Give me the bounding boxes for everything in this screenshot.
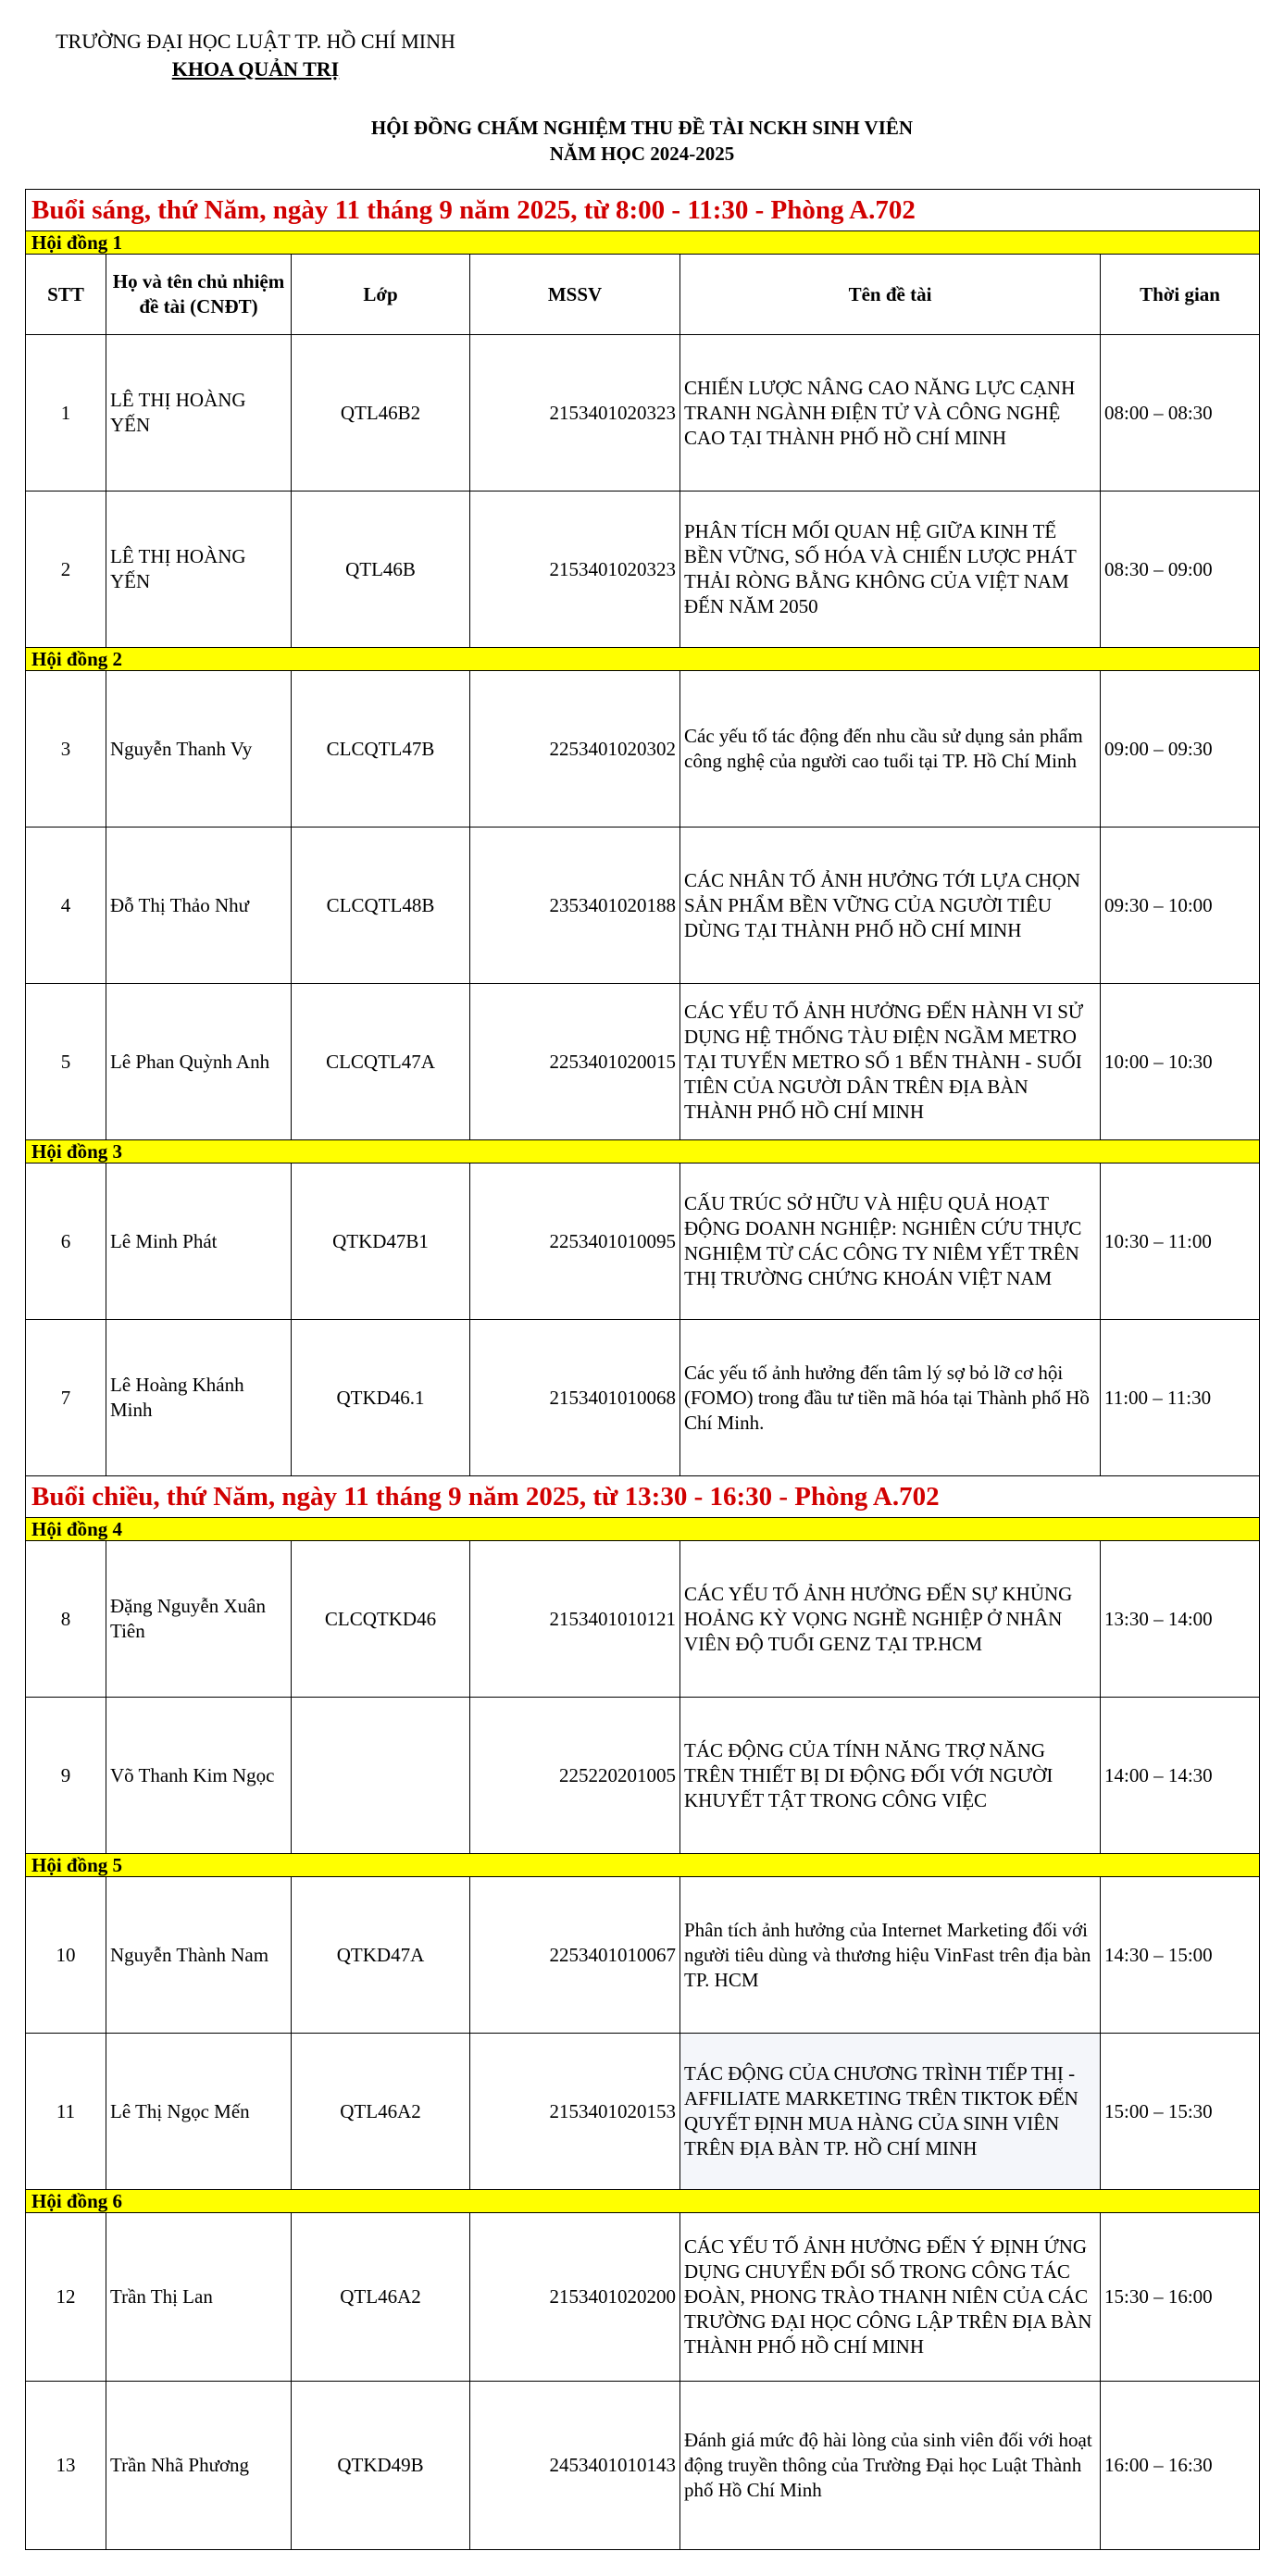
cell-class: QTKD47B1 [292,1164,470,1320]
cell-stt: 11 [26,2034,106,2190]
cell-mssv: 2253401020015 [470,984,680,1140]
council-6-label: Hội đồng 6 [26,2190,1260,2213]
academic-year: NĂM HỌC 2024-2025 [549,143,735,165]
cell-name: Lê Hoàng Khánh Minh [106,1320,292,1476]
cell-mssv: 2253401010095 [470,1164,680,1320]
cell-name: Nguyễn Thành Nam [106,1877,292,2034]
cell-stt: 2 [26,492,106,648]
document-title: HỘI ĐỒNG CHẤM NGHIỆM THU ĐỀ TÀI NCKH SINH VIÊN [370,117,914,139]
table-row [26,1541,1260,1698]
cell-time: 08:30 – 09:00 [1101,492,1260,648]
table-row [26,984,1260,1140]
cell-class: CLCQTKD46 [292,1541,470,1698]
table-row [26,2382,1260,2550]
cell-name: Trần Thị Lan [106,2213,292,2382]
cell-stt: 3 [26,671,106,828]
cell-topic: TÁC ĐỘNG CỦA CHƯƠNG TRÌNH TIẾP THỊ - AFFILIATE MARKETING TRÊN TIKTOK ĐẾN QUYẾT ĐỊNH MUA HÀNG CỦA SINH VIÊN TRÊN ĐỊA BÀN TP. HỒ CHÍ MINH [680,2034,1101,2190]
cell-time: 11:00 – 11:30 [1101,1320,1260,1476]
cell-name: LÊ THỊ HOÀNG YẾN [106,335,292,492]
col-header-topic: Tên đề tài [680,255,1101,335]
cell-time: 09:00 – 09:30 [1101,671,1260,828]
cell-stt: 9 [26,1698,106,1854]
table-row [26,2213,1260,2382]
cell-time: 14:30 – 15:00 [1101,1877,1260,2034]
cell-topic: CÁC YẾU TỐ ẢNH HƯỞNG ĐẾN HÀNH VI SỬ DỤNG HỆ THỐNG TÀU ĐIỆN NGẦM METRO TẠI TUYẾN METRO SỐ 1 BẾN THÀNH - SUỐI TIÊN CỦA NGƯỜI DÂN TRÊN ĐỊA BÀN THÀNH PHỐ HỒ CHÍ MINH [680,984,1101,1140]
cell-mssv: 2253401020302 [470,671,680,828]
table-row [26,1877,1260,2034]
faculty-name: KHOA QUẢN TRỊ [171,57,340,81]
cell-mssv: 2153401020200 [470,2213,680,2382]
cell-stt: 4 [26,828,106,984]
cell-mssv: 2253401010067 [470,1877,680,2034]
table-row [26,2034,1260,2190]
cell-topic: CÁC NHÂN TỐ ẢNH HƯỞNG TỚI LỰA CHỌN SẢN PHẨM BỀN VỮNG CỦA NGƯỜI TIÊU DÙNG TẠI THÀNH PHỐ HỒ CHÍ MINH [680,828,1101,984]
cell-name: Võ Thanh Kim Ngọc [106,1698,292,1854]
cell-time: 09:30 – 10:00 [1101,828,1260,984]
cell-topic: CẤU TRÚC SỞ HỮU VÀ HIỆU QUẢ HOẠT ĐỘNG DOANH NGHIỆP: NGHIÊN CỨU THỰC NGHIỆM TỪ CÁC CÔNG TY NIÊM YẾT TRÊN THỊ TRƯỜNG CHỨNG KHOÁN VIỆT NAM [680,1164,1101,1320]
col-header-name: Họ và tên chủ nhiệm đề tài (CNĐT) [106,255,292,335]
table-row [26,335,1260,492]
cell-stt: 12 [26,2213,106,2382]
cell-stt: 5 [26,984,106,1140]
cell-mssv: 2153401020323 [470,492,680,648]
cell-time: 16:00 – 16:30 [1101,2382,1260,2550]
cell-class: QTKD49B [292,2382,470,2550]
cell-time: 13:30 – 14:00 [1101,1541,1260,1698]
session-afternoon-title: Buổi chiều, thứ Năm, ngày 11 tháng 9 năm 2025, từ 13:30 - 16:30 - Phòng A.702 [26,1476,1260,1518]
cell-time: 15:30 – 16:00 [1101,2213,1260,2382]
table-row [26,1164,1260,1320]
schedule-table [25,189,1260,2550]
cell-class: QTL46A2 [292,2034,470,2190]
cell-topic: TÁC ĐỘNG CỦA TÍNH NĂNG TRỢ NĂNG TRÊN THIẾT BỊ DI ĐỘNG ĐỐI VỚI NGƯỜI KHUYẾT TẬT TRONG CÔNG VIỆC [680,1698,1101,1854]
cell-mssv: 2153401010068 [470,1320,680,1476]
cell-mssv: 225220201005 [470,1698,680,1854]
cell-class: QTL46B [292,492,470,648]
cell-topic: Các yếu tố ảnh hưởng đến tâm lý sợ bỏ lỡ cơ hội (FOMO) trong đầu tư tiền mã hóa tại Thành phố Hồ Chí Minh. [680,1320,1101,1476]
cell-stt: 1 [26,335,106,492]
table-row [26,671,1260,828]
cell-topic: Đánh giá mức độ hài lòng của sinh viên đối với hoạt động truyền thông của Trường Đại học Luật Thành phố Hồ Chí Minh [680,2382,1101,2550]
cell-topic: CÁC YẾU TỐ ẢNH HƯỞNG ĐẾN SỰ KHỦNG HOẢNG KỲ VỌNG NGHỀ NGHIỆP Ở NHÂN VIÊN ĐỘ TUỔI GENZ TẠI TP.HCM [680,1541,1101,1698]
document-header [52,28,459,83]
cell-mssv: 2153401020153 [470,2034,680,2190]
cell-class: QTKD47A [292,1877,470,2034]
cell-name: Nguyễn Thanh Vy [106,671,292,828]
cell-class: QTL46A2 [292,2213,470,2382]
cell-time: 10:00 – 10:30 [1101,984,1260,1140]
cell-mssv: 2453401010143 [470,2382,680,2550]
cell-stt: 13 [26,2382,106,2550]
cell-class: CLCQTL48B [292,828,470,984]
cell-stt: 8 [26,1541,106,1698]
cell-topic: CHIẾN LƯỢC NÂNG CAO NĂNG LỰC CẠNH TRANH NGÀNH ĐIỆN TỬ VÀ CÔNG NGHỆ CAO TẠI THÀNH PHỐ HỒ CHÍ MINH [680,335,1101,492]
cell-stt: 10 [26,1877,106,2034]
cell-mssv: 2353401020188 [470,828,680,984]
col-header-stt: STT [26,255,106,335]
cell-mssv: 2153401020323 [470,335,680,492]
cell-stt: 7 [26,1320,106,1476]
cell-name: Lê Minh Phát [106,1164,292,1320]
cell-name: Lê Thị Ngọc Mến [106,2034,292,2190]
col-header-class: Lớp [292,255,470,335]
cell-class [292,1698,470,1854]
cell-class: QTKD46.1 [292,1320,470,1476]
council-2-label: Hội đồng 2 [26,648,1260,671]
cell-class: CLCQTL47B [292,671,470,828]
table-row [26,1320,1260,1476]
col-header-time: Thời gian [1101,255,1260,335]
cell-topic: PHÂN TÍCH MỐI QUAN HỆ GIỮA KINH TẾ BỀN VỮNG, SỐ HÓA VÀ CHIẾN LƯỢC PHÁT THẢI RÒNG BẰNG KHÔNG CỦA VIỆT NAM ĐẾN NĂM 2050 [680,492,1101,648]
table-row [26,1698,1260,1854]
cell-name: Trần Nhã Phương [106,2382,292,2550]
council-5-label: Hội đồng 5 [26,1854,1260,1877]
table-row [26,828,1260,984]
cell-class: QTL46B2 [292,335,470,492]
cell-time: 14:00 – 14:30 [1101,1698,1260,1854]
session-morning-title: Buổi sáng, thứ Năm, ngày 11 tháng 9 năm 2025, từ 8:00 - 11:30 - Phòng A.702 [26,190,1260,231]
cell-class: CLCQTL47A [292,984,470,1140]
cell-name: Đỗ Thị Thảo Như [106,828,292,984]
university-name: TRƯỜNG ĐẠI HỌC LUẬT TP. HỒ CHÍ MINH [56,30,455,53]
cell-topic: CÁC YẾU TỐ ẢNH HƯỞNG ĐẾN Ý ĐỊNH ỨNG DỤNG CHUYỂN ĐỔI SỐ TRONG CÔNG TÁC ĐOÀN, PHONG TRÀO THANH NIÊN CỦA CÁC TRƯỜNG ĐẠI HỌC CÔNG LẬP TRÊN ĐỊA BÀN THÀNH PHỐ HỒ CHÍ MINH [680,2213,1101,2382]
cell-topic: Các yếu tố tác động đến nhu cầu sử dụng sản phẩm công nghệ của người cao tuổi tại TP. Hồ Chí Minh [680,671,1101,828]
col-header-mssv: MSSV [470,255,680,335]
council-3-label: Hội đồng 3 [26,1140,1260,1164]
cell-name: Lê Phan Quỳnh Anh [106,984,292,1140]
council-1-label: Hội đồng 1 [26,231,1260,255]
cell-time: 15:00 – 15:30 [1101,2034,1260,2190]
cell-name: Đặng Nguyễn Xuân Tiên [106,1541,292,1698]
cell-topic: Phân tích ảnh hưởng của Internet Marketing đối với người tiêu dùng và thương hiệu VinFast trên địa bàn TP. HCM [680,1877,1101,2034]
cell-stt: 6 [26,1164,106,1320]
cell-time: 08:00 – 08:30 [1101,335,1260,492]
cell-name: LÊ THỊ HOÀNG YẾN [106,492,292,648]
table-row [26,492,1260,648]
council-4-label: Hội đồng 4 [26,1518,1260,1541]
cell-mssv: 2153401010121 [470,1541,680,1698]
cell-time: 10:30 – 11:00 [1101,1164,1260,1320]
